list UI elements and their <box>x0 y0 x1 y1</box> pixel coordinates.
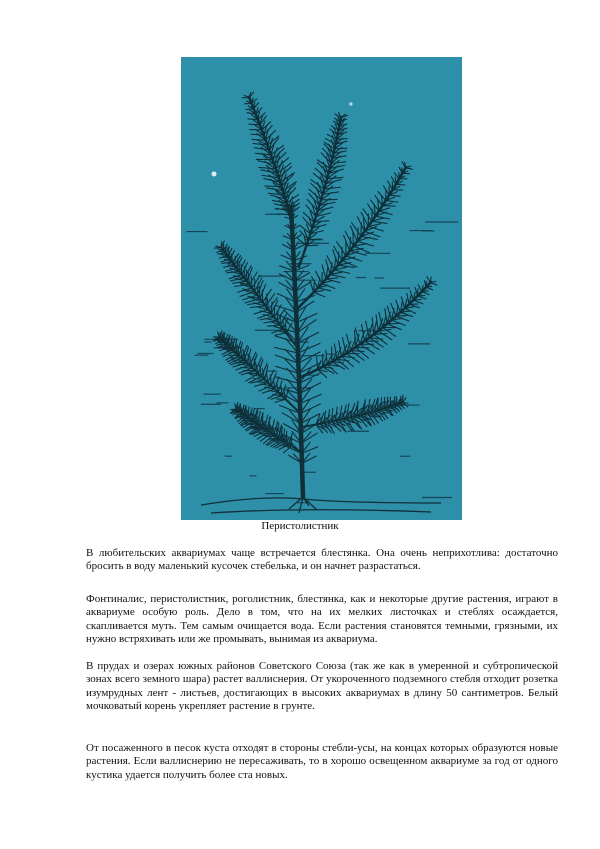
leaf-needle <box>317 357 318 369</box>
leaf-needle <box>385 309 387 324</box>
leaf-needle <box>275 333 286 335</box>
leaf-needle <box>306 245 318 246</box>
leaf-needle <box>272 329 283 333</box>
leaf-needle <box>413 299 421 300</box>
leaf-needle <box>353 233 354 247</box>
leaf-needle <box>235 404 237 409</box>
leaf-needle <box>312 277 318 288</box>
leaf-needle <box>326 351 327 365</box>
leaf-needle <box>323 148 333 158</box>
leaf-needle <box>221 242 222 248</box>
leaf-needle <box>387 324 401 330</box>
paragraph-3: В прудах и озерах южных районов Советского Союза (так же как в умеренной и субтропической зонах всего земного шара) растет валлиснерия. От укороченного подземного стебля отходит розетка изумрудных лент - листьев, достигающих в высоких аквариумах в длину 50 сантиметров. Белый мочковатый корень укрепляет растение в грунте. <box>86 660 558 713</box>
plant-stem <box>219 337 299 412</box>
leaf-needle <box>357 401 358 416</box>
leaf-needle <box>372 221 387 223</box>
leaf-needle <box>281 387 282 396</box>
leaf-needle <box>430 277 431 283</box>
leaf-needle <box>324 423 332 433</box>
leaf-needle <box>364 400 365 414</box>
leaf-needle <box>281 427 282 440</box>
leaf-needle <box>276 377 299 383</box>
leaf-needle <box>355 347 368 348</box>
ground-line <box>211 510 431 513</box>
leaf-needle <box>314 283 315 293</box>
leaf-needle <box>392 320 405 325</box>
leaf-needle <box>413 300 422 304</box>
leaf-needle <box>327 177 343 178</box>
leaf-needle <box>386 200 398 202</box>
leaf-needle <box>422 291 428 292</box>
leaf-needle <box>228 249 229 256</box>
leaf-needle <box>418 285 422 292</box>
leaf-needle <box>218 332 220 337</box>
leaf-needle <box>267 325 280 326</box>
leaf-needle <box>278 214 290 215</box>
plant-illustration <box>181 57 462 520</box>
leaf-needle <box>282 413 300 424</box>
leaf-needle <box>391 303 396 316</box>
leaf-needle <box>330 274 345 277</box>
leaf-needle <box>427 277 431 283</box>
leaf-needle <box>387 306 391 320</box>
leaf-needle <box>396 184 405 185</box>
leaf-needle <box>255 278 262 292</box>
leaf-needle <box>422 292 429 295</box>
leaf-needle <box>335 148 347 149</box>
leaf-needle <box>396 316 407 317</box>
leaf-needle <box>322 265 326 279</box>
paragraph-1: В любительских аквариумах чаще встречается блестянка. Она очень неприхотлива: достаточно бросить в воду маленький кусочек стебелька, и он начнет разрастаться. <box>86 547 558 573</box>
leaf-needle <box>426 286 432 287</box>
leaf-needle <box>310 281 314 293</box>
leaf-needle <box>321 153 331 164</box>
paragraph-4: От посаженного в песок куста отходят в стороны стебли-усы, на концах которых образуются новые растения. Если валлиснерию не пересаживать, то в хорошо освещенном аквариуме за год от одного кустика удается получить более ста новых. <box>86 742 558 781</box>
leaf-needle <box>227 356 239 362</box>
leaf-needle <box>405 308 416 313</box>
leaf-needle <box>389 195 400 196</box>
bubble-mark <box>349 102 352 105</box>
leaf-needle <box>252 139 266 140</box>
leaf-needle <box>284 429 285 441</box>
leaf-needle <box>318 288 331 291</box>
leaf-needle <box>355 331 356 348</box>
leaf-needle <box>297 320 316 333</box>
plant-drawing <box>181 57 462 520</box>
leaf-needle <box>430 283 437 285</box>
leaf-needle <box>372 318 373 335</box>
bubble-mark <box>212 172 217 177</box>
leaf-needle <box>222 262 232 263</box>
ground-line <box>201 498 441 505</box>
leaf-needle <box>240 292 255 297</box>
leaf-needle <box>274 152 286 164</box>
leaf-needle <box>295 282 311 292</box>
leaf-needle <box>314 292 325 297</box>
leaf-needle <box>350 226 357 241</box>
leaf-needle <box>241 264 242 275</box>
leaf-needle <box>396 300 401 312</box>
figure-caption: Перистолистник <box>261 520 339 532</box>
leaf-needle <box>381 398 382 410</box>
leaf-needle <box>286 324 287 333</box>
leaf-needle <box>246 109 254 110</box>
root-strand <box>303 497 317 510</box>
leaf-needle <box>227 271 240 272</box>
paragraph-2: Фонтиналис, перистолистник, роголистник, блестянка, как и некоторые другие растения, играют в аквариуме особую роль. Дело в том, что на их мелких листочках и стеблях осаждается, скапливается муть. Тем самым очищается вода. Если растения становятся темными, грязными, их нужно встряхивать или же промывать, вынимая из аквариума. <box>86 593 558 646</box>
leaf-needle <box>395 177 396 184</box>
